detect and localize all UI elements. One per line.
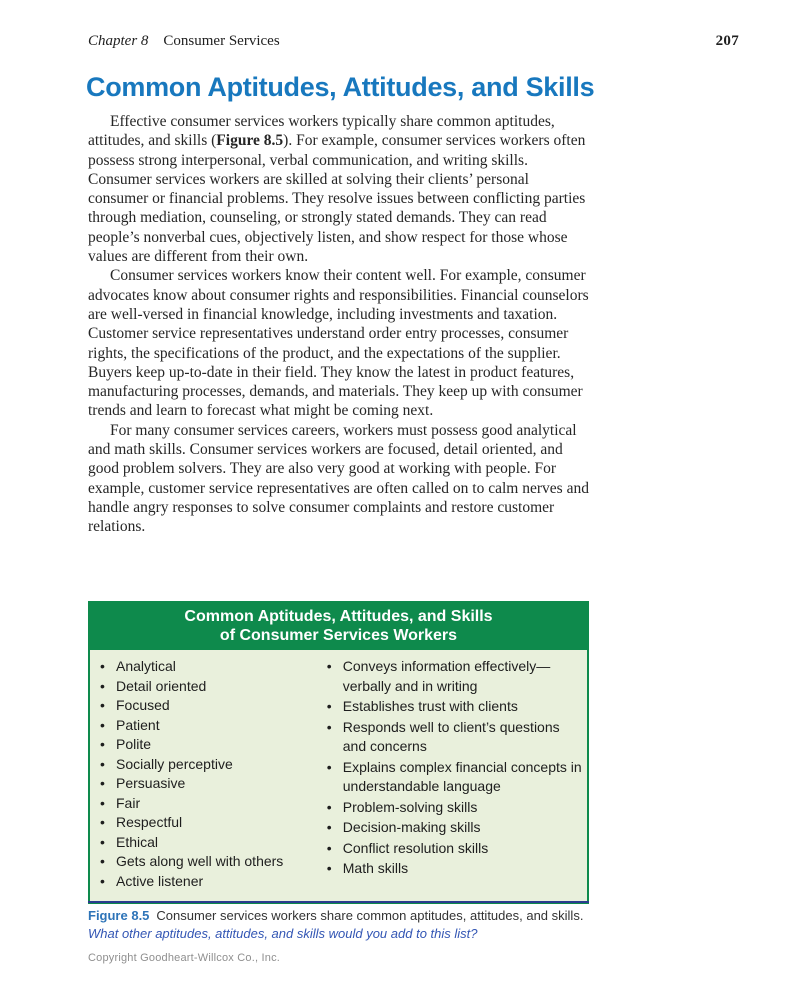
list-item: • Socially perceptive [90, 755, 317, 775]
figure-caption-question: What other aptitudes, attitudes, and skills would you add to this list? [88, 925, 478, 941]
list-item: • Problem-solving skills [317, 798, 583, 818]
figure-table-body [90, 650, 587, 902]
list-item: • Active listener [90, 872, 317, 892]
copyright-notice: Copyright Goodheart-Willcox Co., Inc. [88, 952, 281, 964]
figure-caption [88, 907, 608, 942]
running-head [88, 33, 739, 50]
chapter-title: Consumer Services [163, 33, 280, 49]
chapter-label: Chapter 8 [88, 33, 149, 49]
paragraph-1-post: ). For example, consumer services workers often possess strong interpersonal, verbal communication, and writing skills. Consumer services workers are skilled at solving their clients’ personal consumer or financial problems. They resolve issues between conflicting parties through mediation, counseling, or strongly stated demands. They can read people’s nonverbal cues, objectively listen, and show respect for those whose values are different from their own. [88, 132, 586, 266]
article-body [88, 112, 592, 537]
skills-list-right [317, 657, 583, 891]
list-item: • Conveys information effectively—verbally and in writing [317, 657, 583, 696]
list-item: • Analytical [90, 657, 317, 677]
figure-table-header-line1: Common Aptitudes, Attitudes, and Skills [184, 608, 493, 625]
figure-caption-line [88, 907, 608, 925]
list-item: • Gets along well with others [90, 852, 317, 872]
figure-caption-text: Consumer services workers share common aptitudes, attitudes, and skills. [156, 908, 584, 923]
list-item: • Decision-making skills [317, 818, 583, 838]
list-item: • Responds well to client’s questions and concerns [317, 718, 583, 757]
list-item: • Respectful [90, 813, 317, 833]
list-item: • Math skills [317, 859, 583, 879]
paragraph-1 [88, 112, 592, 266]
list-item: • Ethical [90, 833, 317, 853]
skills-list-left [90, 657, 317, 891]
list-item: • Persuasive [90, 774, 317, 794]
figure-reference: Figure 8.5 [216, 132, 284, 150]
list-item: • Patient [90, 716, 317, 736]
paragraph-2: Consumer services workers know their content well. For example, consumer advocates know about consumer rights and responsibilities. Financial counselors are well-versed in financial knowledge, including investments and taxation. Customer service representatives understand order entry processes, consumer rights, the specifications of the product, and the expectations of the supplier. Buyers keep up-to-date in their field. They know the latest in product features, manufacturing processes, demands, and materials. They keep up with consumer trends and learn to forecast what might be coming next. [88, 267, 589, 420]
figure-caption-label: Figure 8.5 [88, 908, 150, 923]
list-item: • Conflict resolution skills [317, 839, 583, 859]
list-item: • Explains complex financial concepts in understandable language [317, 758, 583, 797]
paragraph-1-pre: Effective consumer services workers typically share common aptitudes, attitudes, and skills ( [88, 113, 555, 150]
caption-divider [88, 901, 589, 903]
figure-table-header-line2: of Consumer Services Workers [219, 627, 458, 644]
paragraph-3: For many consumer services careers, workers must possess good analytical and math skills. Consumer services workers are focused, detail oriented, and good problem solvers. They are also very good at working with people. For example, customer service representatives are often called on to calm nerves and handle angry responses to solve consumer complaints and restore customer relations. [88, 421, 589, 536]
list-item: • Establishes trust with clients [317, 697, 583, 717]
page-number: 207 [715, 33, 739, 49]
running-head-left [88, 33, 280, 50]
list-item: • Fair [90, 794, 317, 814]
page-title: Common Aptitudes, Attitudes, and Skills [86, 72, 595, 102]
list-item: • Detail oriented [90, 677, 317, 697]
list-item: • Polite [90, 735, 317, 755]
list-item: • Focused [90, 696, 317, 716]
figure-table-header [90, 603, 587, 650]
figure-8-5-table [88, 601, 589, 904]
